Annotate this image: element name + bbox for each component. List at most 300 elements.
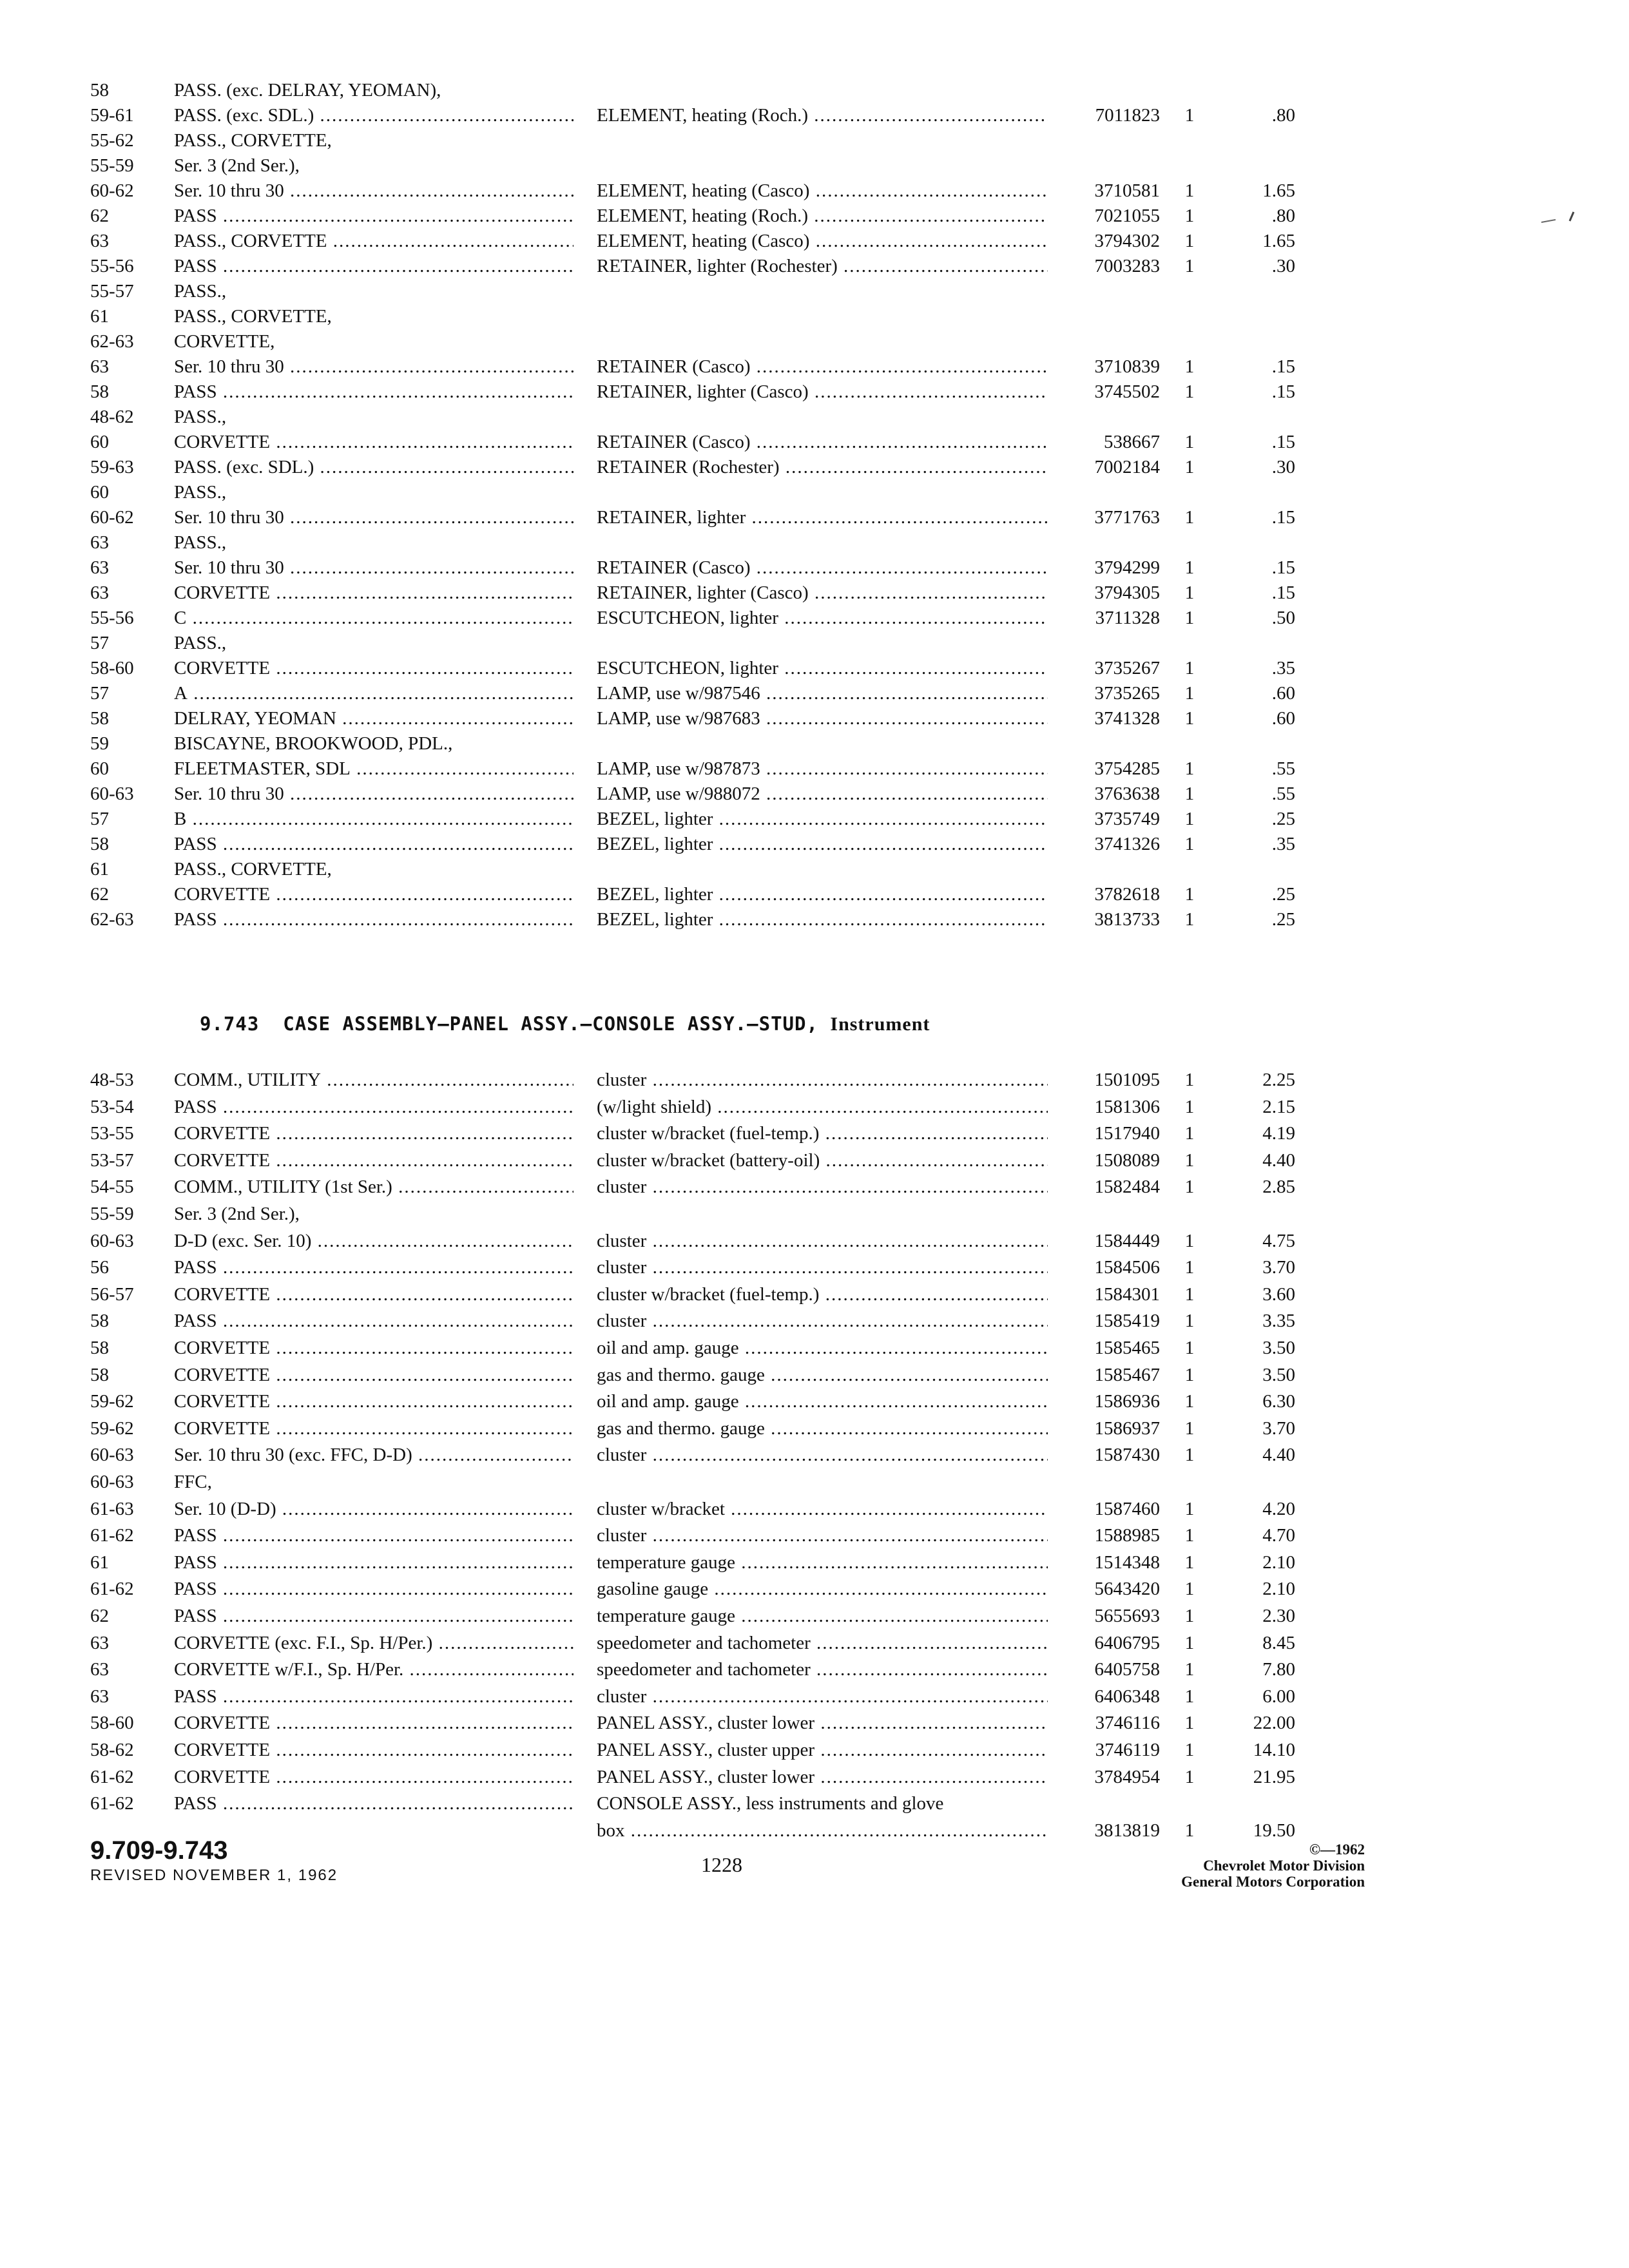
quantity: 1	[1184, 608, 1195, 628]
corporation-name: General Motors Corporation	[1181, 1874, 1365, 1890]
quantity: 1	[1184, 1686, 1195, 1707]
unit-price: .25	[1271, 884, 1295, 905]
year-range: 57	[90, 683, 109, 704]
year-range: 63	[90, 582, 109, 603]
year-range: 56-57	[90, 1283, 134, 1305]
quantity: 1	[1184, 1283, 1195, 1305]
unit-price: 3.70	[1262, 1257, 1295, 1278]
unit-price	[1218, 530, 1295, 555]
quantity: 1	[1184, 1713, 1195, 1734]
unit-price: .15	[1271, 356, 1295, 377]
section-number: 9.743	[200, 1013, 260, 1035]
model-application: COMM., UTILITY .....	[174, 1067, 574, 1093]
table-row	[0, 1120, 1629, 1146]
part-description	[597, 1201, 1048, 1227]
part-number: 3746116	[1095, 1713, 1160, 1734]
quantity: 1	[1184, 457, 1195, 477]
table-row	[0, 1603, 1629, 1629]
model-application: PASS .....	[174, 1576, 574, 1602]
model-application: PASS. (exc. SDL.) .....	[174, 454, 574, 480]
unit-price: 4.40	[1262, 1445, 1295, 1466]
model-application: CORVETTE w/F.I., Sp. H/Per. .....	[174, 1657, 574, 1682]
part-number: 3745502	[1094, 381, 1160, 402]
part-number: 6405758	[1094, 1659, 1160, 1680]
unit-price: 3.50	[1262, 1364, 1295, 1385]
table-row	[0, 1737, 1629, 1763]
quantity	[1177, 630, 1202, 656]
year-range: 58	[90, 381, 109, 402]
model-application: FFC,	[174, 1472, 212, 1492]
model-application: CORVETTE .....	[174, 1120, 574, 1146]
table-row	[0, 479, 1629, 505]
part-number	[1044, 479, 1160, 505]
part-number	[1044, 530, 1160, 555]
unit-price: 2.10	[1262, 1579, 1295, 1600]
unit-price	[1218, 303, 1295, 329]
part-description: ESCUTCHEON, lighter .....	[597, 605, 1048, 631]
part-number: 3735267	[1094, 658, 1160, 678]
model-application: PASS .....	[174, 1791, 574, 1816]
unit-price	[1218, 278, 1295, 304]
part-number: 3794302	[1094, 231, 1160, 251]
year-range: 60	[90, 758, 109, 779]
part-description: gasoline gauge .....	[597, 1576, 1048, 1602]
part-number	[1044, 278, 1160, 304]
quantity: 1	[1184, 884, 1195, 905]
quantity	[1177, 77, 1202, 103]
model-application: B .....	[174, 806, 574, 832]
year-range: 55-56	[90, 608, 134, 628]
year-range: 53-55	[90, 1123, 134, 1144]
year-range: 60-63	[90, 783, 134, 804]
year-range: 63	[90, 231, 109, 251]
part-number: 1584449	[1094, 1230, 1160, 1251]
quantity: 1	[1184, 909, 1195, 930]
table-row	[0, 580, 1629, 606]
unit-price: 2.15	[1262, 1096, 1295, 1117]
table-row	[0, 605, 1629, 631]
part-number	[1044, 303, 1160, 329]
table-row	[0, 781, 1629, 807]
quantity: 1	[1184, 1364, 1195, 1385]
part-description: LAMP, use w/987546 .....	[597, 680, 1048, 706]
part-number: 3754285	[1094, 758, 1160, 779]
part-description: RETAINER, lighter .....	[597, 505, 1048, 530]
part-description: BEZEL, lighter .....	[597, 806, 1048, 832]
table-row	[0, 680, 1629, 706]
quantity: 1	[1184, 683, 1195, 704]
model-application: PASS., CORVETTE,	[174, 859, 332, 879]
part-description: RETAINER, lighter (Casco) .....	[597, 580, 1048, 606]
year-range: 57	[90, 633, 109, 653]
unit-price: .15	[1271, 582, 1295, 603]
unit-price: 3.35	[1262, 1311, 1295, 1332]
year-range: 48-62	[90, 407, 134, 427]
year-range: 63	[90, 557, 109, 578]
model-application: CORVETTE .....	[174, 1362, 574, 1388]
part-number: 1587460	[1094, 1498, 1160, 1519]
quantity: 1	[1184, 809, 1195, 829]
quantity	[1177, 278, 1202, 304]
part-description: PANEL ASSY., cluster upper .....	[597, 1737, 1048, 1763]
model-application: FLEETMASTER, SDL .....	[174, 756, 574, 782]
part-number	[1044, 77, 1160, 103]
table-row	[0, 706, 1629, 731]
year-range: 60	[90, 482, 109, 503]
table-row	[0, 1791, 1629, 1816]
unit-price: 4.20	[1262, 1498, 1295, 1519]
model-application: CORVETTE .....	[174, 881, 574, 907]
year-range: 62	[90, 884, 109, 905]
part-number	[1044, 1791, 1160, 1816]
part-description: cluster w/bracket (fuel-temp.) .....	[597, 1120, 1048, 1146]
part-description: RETAINER (Casco) .....	[597, 354, 1048, 380]
quantity: 1	[1184, 708, 1195, 729]
quantity: 1	[1184, 1552, 1195, 1573]
unit-price: .25	[1271, 809, 1295, 829]
table-row	[0, 1657, 1629, 1682]
unit-price: .15	[1271, 381, 1295, 402]
part-number: 1514348	[1094, 1552, 1160, 1573]
part-description: LAMP, use w/987873 .....	[597, 756, 1048, 782]
part-number: 1582484	[1094, 1177, 1160, 1198]
part-description: cluster .....	[597, 1228, 1048, 1254]
part-description: temperature gauge .....	[597, 1550, 1048, 1575]
unit-price: .30	[1271, 457, 1295, 477]
year-range: 58	[90, 834, 109, 854]
model-application: PASS., CORVETTE .....	[174, 228, 574, 254]
year-range: 58	[90, 1364, 109, 1385]
part-number	[1044, 128, 1160, 153]
year-range: 62-63	[90, 909, 134, 930]
year-range: 48-53	[90, 1070, 134, 1090]
unit-price	[1218, 630, 1295, 656]
unit-price	[1218, 856, 1295, 882]
quantity: 1	[1184, 507, 1195, 528]
part-description	[597, 856, 1048, 882]
part-number: 1581306	[1094, 1096, 1160, 1117]
quantity: 1	[1184, 1740, 1195, 1760]
model-application: CORVETTE .....	[174, 1737, 574, 1763]
part-number: 3735749	[1094, 809, 1160, 829]
table-row	[0, 1254, 1629, 1280]
model-application: CORVETTE .....	[174, 1148, 574, 1173]
model-application: CORVETTE .....	[174, 429, 574, 455]
page-number: 1228	[701, 1853, 742, 1876]
part-number: 6406348	[1094, 1686, 1160, 1707]
quantity: 1	[1184, 1498, 1195, 1519]
part-number: 3794305	[1094, 582, 1160, 603]
model-application: PASS .....	[174, 379, 574, 405]
table-row	[0, 806, 1629, 832]
year-range: 63	[90, 356, 109, 377]
part-number: 3813733	[1094, 909, 1160, 930]
quantity: 1	[1184, 582, 1195, 603]
part-description: temperature gauge .....	[597, 1603, 1048, 1629]
part-number: 1508089	[1094, 1149, 1160, 1171]
part-number: 1517940	[1094, 1123, 1160, 1144]
year-range: 57	[90, 809, 109, 829]
part-number: 1585467	[1094, 1364, 1160, 1385]
year-range: 58-62	[90, 1740, 134, 1760]
table-row	[0, 1764, 1629, 1790]
model-application: PASS .....	[174, 1603, 574, 1629]
model-application: PASS.,	[174, 532, 227, 553]
unit-price	[1218, 479, 1295, 505]
model-application: PASS .....	[174, 1550, 574, 1575]
unit-price: .50	[1271, 608, 1295, 628]
quantity: 1	[1184, 1659, 1195, 1680]
table-row	[0, 630, 1629, 656]
part-description: ELEMENT, heating (Roch.) .....	[597, 102, 1048, 128]
unit-price	[1218, 1469, 1295, 1495]
year-range: 59-61	[90, 105, 134, 126]
part-number: 1584301	[1094, 1283, 1160, 1305]
part-number: 1584506	[1094, 1257, 1160, 1278]
quantity: 1	[1184, 834, 1195, 854]
unit-price: 3.50	[1262, 1338, 1295, 1358]
table-row	[0, 1067, 1629, 1093]
year-range: 60-62	[90, 507, 134, 528]
table-row	[0, 228, 1629, 254]
part-number: 1585465	[1094, 1338, 1160, 1358]
year-range: 56	[90, 1257, 109, 1278]
part-number: 7003283	[1094, 256, 1160, 276]
table-row	[0, 1362, 1629, 1388]
table-row	[0, 1630, 1629, 1656]
year-range: 61-62	[90, 1793, 134, 1814]
part-description	[597, 329, 1048, 354]
model-application: PASS., CORVETTE,	[174, 306, 332, 327]
year-range: 60-63	[90, 1472, 134, 1492]
unit-price: 2.10	[1262, 1552, 1295, 1573]
part-number: 3782618	[1094, 884, 1160, 905]
part-description: ELEMENT, heating (Casco) .....	[597, 178, 1048, 204]
table-row	[0, 1684, 1629, 1709]
quantity: 1	[1184, 105, 1195, 126]
quantity: 1	[1184, 1311, 1195, 1332]
part-number: 1586937	[1094, 1418, 1160, 1439]
quantity	[1177, 1469, 1202, 1495]
quantity	[1177, 731, 1202, 756]
year-range: 58	[90, 1338, 109, 1358]
part-description: cluster .....	[597, 1308, 1048, 1334]
year-range: 58	[90, 708, 109, 729]
year-range: 53-57	[90, 1149, 134, 1171]
model-application: COMM., UTILITY (1st Ser.) .....	[174, 1174, 574, 1200]
table-row	[0, 329, 1629, 354]
quantity: 1	[1184, 432, 1195, 452]
quantity	[1177, 479, 1202, 505]
section-title-tail: Instrument	[830, 1014, 930, 1035]
quantity: 1	[1184, 1766, 1195, 1787]
model-application: PASS .....	[174, 1254, 574, 1280]
quantity	[1177, 404, 1202, 430]
year-range: 55-59	[90, 155, 134, 176]
table-row	[0, 555, 1629, 581]
footer-left	[90, 1836, 338, 1885]
unit-price: 8.45	[1262, 1632, 1295, 1653]
part-number: 3711328	[1095, 608, 1160, 628]
section-heading	[200, 1013, 930, 1035]
table-row	[0, 530, 1629, 555]
model-application: PASS .....	[174, 1684, 574, 1709]
quantity	[1177, 329, 1202, 354]
unit-price: .15	[1271, 557, 1295, 578]
model-application: DELRAY, YEOMAN .....	[174, 706, 574, 731]
year-range: 61-62	[90, 1579, 134, 1600]
model-application: C .....	[174, 605, 574, 631]
part-description	[597, 479, 1048, 505]
division-name: Chevrolet Motor Division	[1203, 1858, 1365, 1874]
model-application: Ser. 10 thru 30 .....	[174, 354, 574, 380]
quantity	[1177, 303, 1202, 329]
table-row	[0, 278, 1629, 304]
quantity: 1	[1184, 381, 1195, 402]
table-row	[0, 831, 1629, 857]
table-row	[0, 731, 1629, 756]
unit-price: .55	[1271, 758, 1295, 779]
part-description: cluster w/bracket .....	[597, 1496, 1048, 1522]
model-application: CORVETTE .....	[174, 580, 574, 606]
part-number: 3746119	[1095, 1740, 1160, 1760]
model-application: BISCAYNE, BROOKWOOD, PDL.,	[174, 733, 453, 754]
quantity: 1	[1184, 1606, 1195, 1626]
part-number	[1044, 1469, 1160, 1495]
unit-price: .25	[1271, 909, 1295, 930]
unit-price: .60	[1271, 708, 1295, 729]
part-number	[1044, 630, 1160, 656]
quantity: 1	[1184, 1230, 1195, 1251]
section-range-code: 9.709-9.743	[90, 1836, 228, 1865]
part-description: RETAINER (Casco) .....	[597, 429, 1048, 455]
quantity: 1	[1184, 1123, 1195, 1144]
part-number	[1044, 329, 1160, 354]
table-row	[0, 102, 1629, 128]
model-application: A .....	[174, 680, 574, 706]
part-description: ELEMENT, heating (Casco) .....	[597, 228, 1048, 254]
part-description	[597, 1469, 1048, 1495]
table-row	[0, 303, 1629, 329]
model-application: Ser. 3 (2nd Ser.),	[174, 155, 300, 176]
year-range: 59-62	[90, 1418, 134, 1439]
model-application: Ser. 10 thru 30 (exc. FFC, D-D) .....	[174, 1442, 574, 1468]
year-range: 58	[90, 1311, 109, 1332]
table-row	[0, 1416, 1629, 1441]
table-row	[0, 404, 1629, 430]
model-application: PASS .....	[174, 907, 574, 932]
table-row	[0, 379, 1629, 405]
part-number: 1585419	[1094, 1311, 1160, 1332]
table-row	[0, 153, 1629, 178]
quantity	[1177, 153, 1202, 178]
part-number: 1587430	[1094, 1445, 1160, 1466]
part-description: cluster .....	[597, 1254, 1048, 1280]
year-range: 61-62	[90, 1525, 134, 1546]
year-range: 62	[90, 1606, 109, 1626]
part-number	[1044, 404, 1160, 430]
table-row	[0, 77, 1629, 103]
table-row	[0, 1094, 1629, 1120]
unit-price	[1218, 1791, 1295, 1816]
unit-price: .15	[1271, 432, 1295, 452]
part-number: 3735265	[1094, 683, 1160, 704]
part-number	[1044, 1201, 1160, 1227]
year-range: 60	[90, 432, 109, 452]
unit-price	[1218, 731, 1295, 756]
part-number: 1586936	[1094, 1391, 1160, 1412]
part-number: 3741328	[1094, 708, 1160, 729]
table-row	[0, 1335, 1629, 1361]
table-row	[0, 1469, 1629, 1495]
part-description: cluster .....	[597, 1523, 1048, 1548]
quantity: 1	[1184, 256, 1195, 276]
model-application: Ser. 10 thru 30 .....	[174, 505, 574, 530]
unit-price: .80	[1271, 105, 1295, 126]
model-application: CORVETTE .....	[174, 1416, 574, 1441]
part-number: 3784954	[1094, 1766, 1160, 1787]
quantity: 1	[1184, 1070, 1195, 1090]
table-row	[0, 1148, 1629, 1173]
unit-price	[1218, 404, 1295, 430]
part-number: 3741326	[1094, 834, 1160, 854]
quantity: 1	[1184, 557, 1195, 578]
table-row	[0, 1442, 1629, 1468]
table-row	[0, 1282, 1629, 1307]
model-application: CORVETTE (exc. F.I., Sp. H/Per.) .....	[174, 1630, 574, 1656]
unit-price: 19.50	[1253, 1820, 1295, 1841]
part-number: 3771763	[1094, 507, 1160, 528]
unit-price: 7.80	[1262, 1659, 1295, 1680]
year-range: 62-63	[90, 331, 134, 352]
model-application: CORVETTE .....	[174, 1710, 574, 1736]
unit-price: 2.25	[1262, 1070, 1295, 1090]
part-description	[597, 153, 1048, 178]
quantity	[1177, 1201, 1202, 1227]
unit-price: 3.60	[1262, 1283, 1295, 1305]
table-row	[0, 1174, 1629, 1200]
part-description	[597, 404, 1048, 430]
unit-price: 4.75	[1262, 1230, 1295, 1251]
unit-price: 6.00	[1262, 1686, 1295, 1707]
table-row	[0, 1523, 1629, 1548]
part-description	[597, 303, 1048, 329]
year-range: 62	[90, 206, 109, 226]
part-description: BEZEL, lighter .....	[597, 881, 1048, 907]
table-row	[0, 1550, 1629, 1575]
part-description	[597, 128, 1048, 153]
model-application: PASS.,	[174, 281, 227, 302]
year-range: 60-62	[90, 180, 134, 201]
model-application: PASS. (exc. SDL.) .....	[174, 102, 574, 128]
model-application: PASS.,	[174, 407, 227, 427]
model-application: Ser. 10 thru 30 .....	[174, 781, 574, 807]
part-number: 3794299	[1094, 557, 1160, 578]
year-range: 63	[90, 532, 109, 553]
table-row	[0, 881, 1629, 907]
quantity: 1	[1184, 206, 1195, 226]
table-row	[0, 1496, 1629, 1522]
year-range: 60-63	[90, 1445, 134, 1466]
year-range: 55-59	[90, 1204, 134, 1224]
part-description: speedometer and tachometer .....	[597, 1630, 1048, 1656]
part-description	[597, 278, 1048, 304]
quantity: 1	[1184, 1525, 1195, 1546]
quantity	[1177, 530, 1202, 555]
part-number: 3763638	[1094, 783, 1160, 804]
model-application: PASS .....	[174, 203, 574, 229]
part-number: 5643420	[1094, 1579, 1160, 1600]
